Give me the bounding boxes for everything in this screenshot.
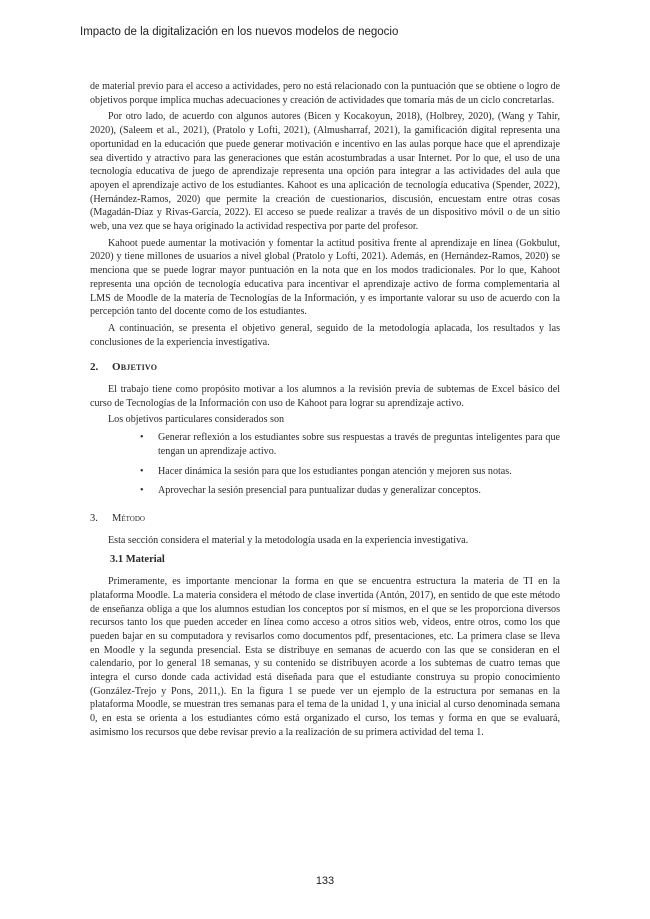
paragraph-material: Primeramente, es importante mencionar la forma en que se encuentra estructura la materia de TI en la plataforma Moodle. La materia considera el método de clase invertida (Antón, 2017), en sentido de que este método de enseñanza obliga a que los alumnos estudian los conceptos por sí mismos, en el que se les proporciona diversos recursos tanto los que pueden acceder en línea como acceso a otros sitios web, videos, entre otros, como los que pueden bajar en su computadora y revisarlos como documentos pdf, presentaciones, etc. La primera clase se lleva en Moodle y la segunda presencial. Esta se distribuye en semanas de acuerdo con las que se consideran en el calendario, por lo general 18 semanas, y su contenido se distribuyen acorde a los subtemas de cuatro temas que integra el curso donde cada actividad está diseñada para que el estudiante construya su propio conocimiento (González-Trejo y Pons, 2011,). En la figura 1 se puede ver un ejemplo de la estructura por semanas en la plataforma Moodle, se muestran tres semanas para el tema de la unidad 1, y una inicial al curso denominada semana 0, en esta se orienta a los estudiantes cómo está organizado el curso, los temas y forma en que se evaluará, asimismo los recursos que debe revisar previo a la realización de su primera actividad del tema 1. xyxy=(90,576,560,738)
subsection-heading-material: 3.1 Material xyxy=(110,554,165,566)
page-number: 133 xyxy=(315,875,335,887)
page-body xyxy=(90,80,560,740)
section-heading-metodo xyxy=(90,512,560,526)
paragraph-purpose: El trabajo tiene como propósito motivar a los alumnos a la revisión previa de subtemas de Excel básico del curso de Tecnologías de la Información con uso de Kahoot para lograr su aprendizaje activo. xyxy=(90,384,560,409)
list-item xyxy=(90,465,560,479)
bullet-icon: • xyxy=(140,432,144,444)
bullet-icon: • xyxy=(140,485,144,497)
paragraph-method-intro: Esta sección considera el material y la metodología usada en la experiencia investigativa. xyxy=(108,534,469,546)
running-header: Impacto de la digitalización en los nuevos modelos de negocio xyxy=(80,26,399,38)
bullet-icon: • xyxy=(140,465,144,477)
paragraph-kahoot: Kahoot puede aumentar la motivación y fomentar la actitud positiva frente al aprendizaje en línea (Gokbulut, 2020) y tiene millones de usuarios a nivel global (Pratolo y Lofti, 2021). Además, en (Hernández-Ramos, 2020) se menciona que se puede lograr mayor puntuación en la nota que en los modos tradicionales. Por lo que, Kahoot representa una opción de tecnología educativa para incentivar el aprendizaje activo de forma complementaria al LMS de Moodle de la materia de Tecnologías de la Información, y es importante valorar su uso de acuerdo con la percepción tanto del docente como de los estudiantes. xyxy=(90,237,560,318)
paragraph-objectives-intro: Los objetivos particulares considerados son xyxy=(108,414,285,426)
section-number: 2. xyxy=(90,361,99,374)
paragraph-overview: A continuación, se presenta el objetivo general, seguido de la metodología aplacada, los resultados y las conclusiones de la experiencia investigativa. xyxy=(90,322,560,348)
objectives-list xyxy=(90,431,560,498)
list-item xyxy=(90,431,560,458)
section-heading-objetivo xyxy=(90,361,560,375)
objective-text: Hacer dinámica la sesión para que los estudiantes pongan atención y mejoren sus notas. xyxy=(158,465,512,477)
objective-text: Generar reflexión a los estudiantes sobre sus respuestas a través de preguntas inteligentes para que tengan un aprendizaje activo. xyxy=(158,432,560,457)
paragraph-continued: de material previo para el acceso a actividades, pero no está relacionado con la puntuación que se obtiene o logro de objetivos porque implica muchas adecuaciones y creación de actividades que tomaría más de un ciclo concretarlas. xyxy=(90,81,560,106)
paragraph-gamification: Por otro lado, de acuerdo con algunos autores (Bicen y Kocakoyun, 2018), (Holbrey, 2020), (Wang y Tahir, 2020), (Saleem et al., 2021), (Pratolo y Lofti, 2021), (Almusharraf, 2021), la gamificación digital representa una oportunidad en la educación que puede generar motivación e incentivo en las aulas porque hace que el aprendizaje sea divertido y atractivo para las generaciones que están acostumbradas a usar Internet. Por lo que, el uso de una tecnología educativa de juego de aprendizaje representa una opción para integrar a las actividades del aula que apoyen el aprendizaje activo de los estudiantes. Kahoot es una aplicación de tecnología educativa (Spender, 2022), (Hernández-Ramos, 2020) que permite la creación de cuestionarios, discusión, encuestam entre otras cosas (Magadán-Díaz y Rivas-García, 2022). El acceso se puede realizar a través de un dispositivo móvil o de un sitio web, una vez que se haya originado la actividad respectiva por parte del profesor. xyxy=(90,111,560,233)
section-title: Método xyxy=(112,512,145,524)
section-number: 3. xyxy=(90,512,98,524)
list-item xyxy=(90,484,560,498)
objective-text: Aprovechar la sesión presencial para puntualizar dudas y generalizar conceptos. xyxy=(158,485,481,497)
section-title: Objetivo xyxy=(112,361,158,374)
